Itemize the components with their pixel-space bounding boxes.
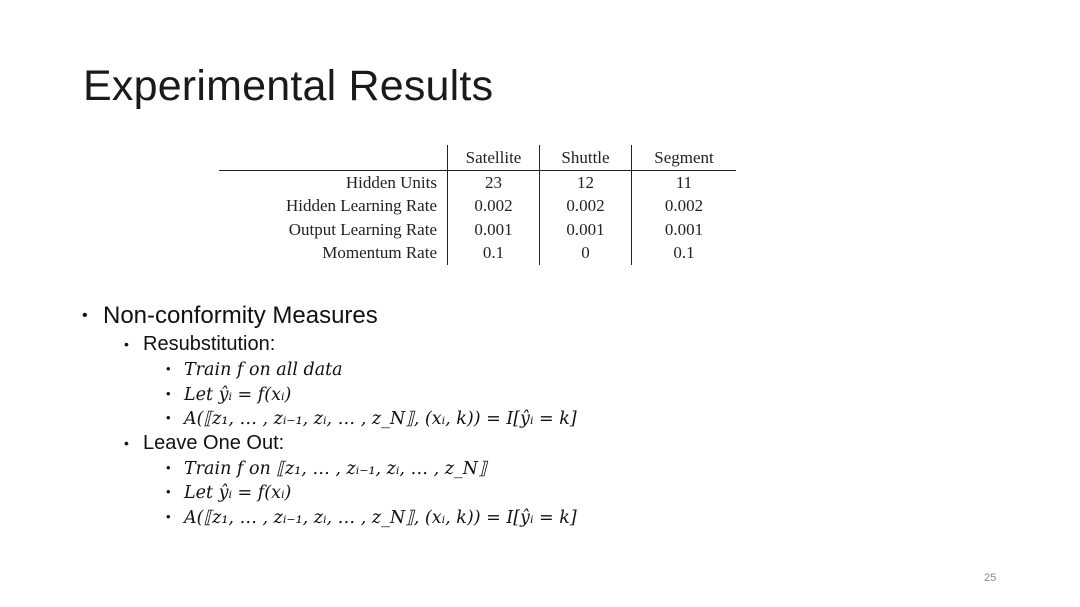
bullet-text: Train f on ⟦z₁, … , zᵢ₋₁, zᵢ, … , z_N⟧: [184, 458, 487, 479]
bullet-dot-icon: •: [166, 484, 171, 499]
table-cell: 0.002: [448, 194, 540, 218]
bullet-level-1: [82, 300, 782, 332]
table-corner-cell: [219, 145, 448, 170]
page-number: 25: [984, 572, 997, 584]
table-cell: 0.1: [448, 241, 540, 265]
bullet-dot-icon: •: [124, 336, 129, 352]
bullet-text: Resubstitution:: [143, 333, 276, 355]
bullet-dot-icon: •: [166, 361, 171, 376]
column-header-shuttle: Shuttle: [540, 145, 632, 170]
table-cell: 0.002: [664, 196, 704, 215]
bullet-level-3: [82, 505, 782, 530]
bullet-text: Let ŷᵢ = f(xᵢ): [184, 483, 292, 503]
row-label: Hidden Learning Rate: [219, 194, 448, 218]
bullet-level-3: [82, 406, 782, 431]
table-cell: 0.001: [540, 218, 632, 242]
table-cell: 0.002: [540, 194, 632, 218]
row-label: Output Learning Rate: [219, 218, 448, 242]
bullet-dot-icon: •: [166, 459, 171, 475]
table-cell: 0: [540, 241, 632, 265]
bullet-level-3: [82, 456, 782, 481]
bullet-text: A(⟦z₁, … , zᵢ₋₁, zᵢ, … , z_N⟧, (xᵢ, k)) = I[ŷᵢ = k]: [184, 409, 577, 429]
row-label: Momentum Rate: [219, 241, 448, 265]
bullet-dot-icon: •: [166, 508, 171, 524]
slide-title: Experimental Results: [83, 62, 494, 110]
bullet-dot-icon: •: [166, 385, 171, 401]
table-cell: 23: [448, 170, 540, 194]
table-cell: 0.1: [673, 243, 695, 262]
bullet-level-3: [82, 382, 782, 407]
row-label: Hidden Units: [219, 170, 448, 194]
bullet-level-2: [82, 332, 782, 357]
bullet-dot-icon: •: [124, 434, 129, 451]
bullet-text: Train f on all data: [184, 360, 343, 380]
table-cell: 11: [675, 172, 693, 192]
bullet-text: Non-conformity Measures: [103, 302, 378, 329]
column-header-segment: Segment: [632, 145, 737, 170]
table-row: [219, 170, 736, 194]
parameters-table: [219, 145, 736, 265]
table-cell: 12: [540, 170, 632, 194]
bullet-level-3: [82, 357, 782, 382]
table-cell: 0.001: [664, 219, 704, 239]
bullet-dot-icon: •: [166, 410, 171, 425]
table-header-row: [219, 145, 736, 170]
table-row: [219, 194, 736, 218]
bullet-text: Let ŷᵢ = f(xᵢ): [184, 384, 292, 405]
bullet-level-3: [82, 480, 782, 505]
bullet-dot-icon: •: [82, 307, 88, 324]
table-row: [219, 241, 736, 265]
table-cell: 0.001: [448, 218, 540, 242]
bullet-list: [82, 300, 782, 529]
table-row: [219, 218, 736, 242]
bullet-text: A(⟦z₁, … , zᵢ₋₁, zᵢ, … , z_N⟧, (xᵢ, k)) = I[ŷᵢ = k]: [184, 507, 577, 528]
bullet-text: Leave One Out:: [143, 431, 285, 454]
bullet-level-2: [82, 431, 782, 456]
column-header-satellite: Satellite: [448, 145, 540, 170]
